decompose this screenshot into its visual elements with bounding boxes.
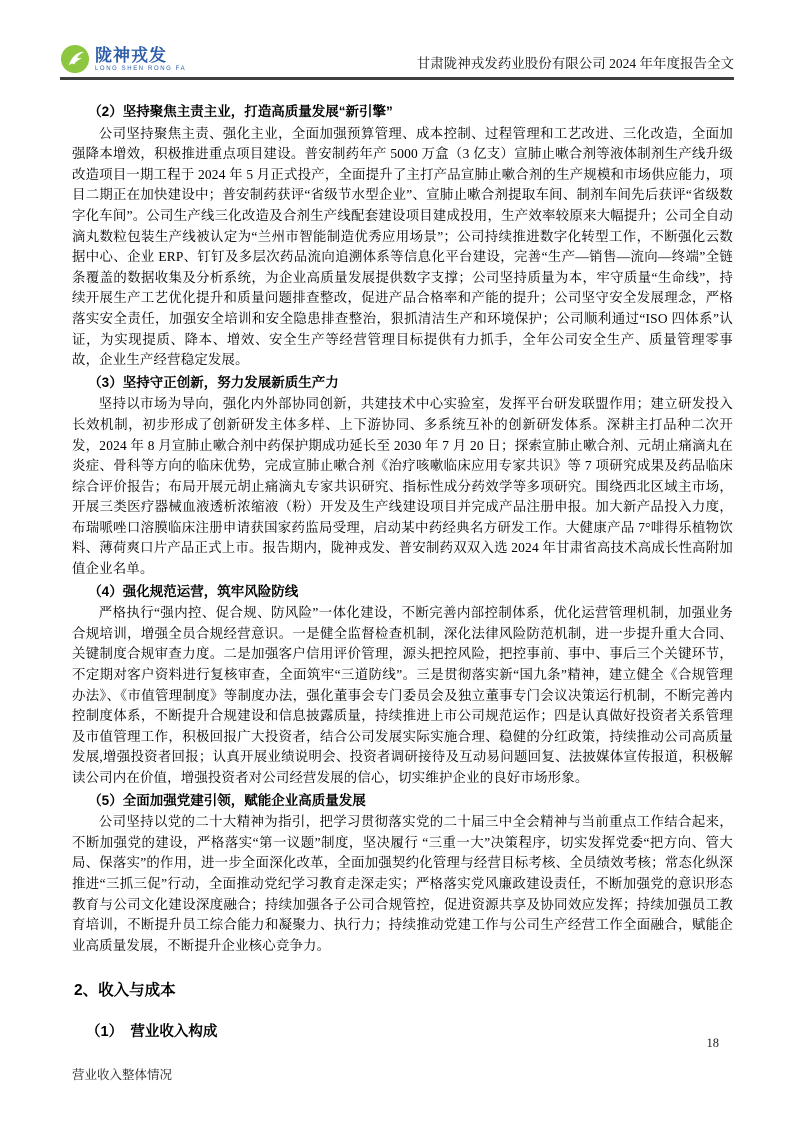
note-revenue-overview: 营业收入整体情况 [72, 1068, 173, 1083]
section-paragraph-2: 公司坚持聚焦主责、强化主业，全面加强预算管理、成本控制、过程管理和工艺改进、三化改造，全面加强降本增效，积极推进重点项目建设。普安制药年产 5000 万盒（3 亿支）宣肺止嗽合剂等液体制剂生产线升级改造项目一期工程于 2024 年 5 月正式投产，全面提升了主打产品宣肺止嗽合剂的生产规模和市场供应能力，项目二期正在加快建设中；普安制药获评“省级节水型企业”、宣肺止嗽合剂提取车间、制剂车间先后获评“省级数字化车间”。公司生产线三化改造及合剂生产线配套建设项目建成投用，生产效率较原来大幅提升；公司全自动滴丸数粒包装生产线被认定为“兰州市智能制造优秀应用场景”；公司持续推进数字化转型工作，不断强化云数据中心、企业 ERP、钉钉及多层次药品流向追溯体系等信息化平台建设，完善“生产—销售—流向—终端”全链条覆盖的数据收集及分析系统，为企业高质量发展提供数字支撑；公司坚持质量为本，牢守质量“生命线”，持续开展生产工艺优化提升和质量问题排查整改，促进产品合格率和产能的提升；公司坚守安全发展理念，严格落实安全责任，加强安全培训和安全隐患排查整治，狠抓清洁生产和环境保护；公司顺利通过“ISO 四体系”认证，为实现提质、降本、增效、安全生产等经营管理目标提供有力抓手，全年公司安全生产、质量管理零事故，企业生产经营稳定发展。 [72, 125, 733, 368]
brand-name-english: LONG SHEN RONG FA [95, 65, 187, 72]
company-logo [60, 44, 186, 74]
brand-text-block [95, 47, 186, 72]
section-paragraph-3: 坚持以市场为导向，强化内外部协同创新，共建技术中心实验室，发挥平台研发联盟作用；建立研发投入长效机制，初步形成了创新研发主体多样、上下游协同、多系统互补的创新研发体系。深耕主打品种二次开发，2024 年 8 月宣肺止嗽合剂中药保护期成功延长至 2030 年 7 月 20 日；探索宣肺止嗽合剂、元胡止痛滴丸在炎症、骨科等方向的临床优势，完成宣肺止嗽合剂《治疗咳嗽临床应用专家共识》等 7 项研究成果及药品临床综合评价报告；布局开展元胡止痛滴丸专家共识研究、指标性成分药效学等多项研究。围绕西北区域主市场，开展三类医疗器械血液透析浓缩液（粉）开发及生产线建设项目并完成产品注册申报。加大新产品投入力度，布瑞哌唑口溶膜临床注册申请获国家药监局受理，启动某中药经典名方研发工作。大健康产品 7°啡得乐植物饮料、薄荷爽口片产品正式上市。报告期内，陇神戎发、普安制药双双入选 2024 年甘肃省高技术高成长性高附加值企业名单。 [72, 396, 733, 577]
section-heading-4: （4）强化规范运营，筑牢风险防线 [88, 583, 299, 599]
section-heading-2: （2）坚持聚焦主责主业，打造高质量发展“新引擎” [88, 104, 393, 119]
sub-heading-revenue-composition: （1） 营业收入构成 [86, 1023, 218, 1040]
logo-bird-icon [60, 44, 90, 74]
section-heading-3: （3）坚持守正创新，努力发展新质生产力 [88, 374, 339, 390]
brand-name: 陇神戎发 [95, 45, 167, 65]
chapter-heading-revenue-cost: 2、收入与成本 [74, 982, 176, 1000]
page-number: 18 [706, 1036, 719, 1050]
report-title: 甘肃陇神戎发药业股份有限公司 2024 年年度报告全文 [416, 55, 734, 71]
section-paragraph-5: 公司坚持以党的二十大精神为指引，把学习贯彻落实党的二十届三中全会精神与当前重点工作结合起来，不断加强党的建设，严格落实“第一议题”制度，坚决履行 “三重一大”决策程序，切实发挥党委“把方向、管大局、保落实”的作用，进一步全面深化改革，全面加强契约化管理与经营目标考核、全员绩效考核；常态化纵深推进“三抓三促”行动，全面推动党纪学习教育走深走实；严格落实党风廉政建设责任，不断加强党的意识形态教育与公司文化建设深度融合；持续加强各子公司合规管控，促进资源共享及协同效应发挥；持续加强员工教育培训，不断提升员工综合能力和凝聚力、执行力；持续推动党建工作与公司生产经营工作全面融合，赋能企业高质量发展，不断提升企业核心竞争力。 [72, 814, 733, 953]
section-paragraph-4: 严格执行“强内控、促合规、防风险”一体化建设，不断完善内部控制体系，优化运营管理机制，加强业务合规培训，增强全员合规经营意识。一是健全监督检查机制，深化法律风险防范机制，进一步提升重大合同、关键制度合规审查力度。二是加强客户信用评价管理，源头把控风险，把控事前、事中、事后三个关键环节，不定期对客户资料进行复核审查，全面筑牢“三道防线”。三是贯彻落实新“国九条”精神，建立健全《合规管理办法》、《市值管理制度》等制度办法，强化董事会专门委员会及独立董事专门会议决策运行机制，不断完善内控制度体系，不断提升合规建设和信息披露质量，持续推进上市公司规范运作；四是认真做好投资者关系管理及市值管理工作，积极回报广大投资者，结合公司发展实际实施合理、稳健的分红政策，持续推动公司高质量发展,增强投资者回报；认真开展业绩说明会、投资者调研接待及互动易问题回复、法披媒体宣传报道，积极解读公司内在价值，增强投资者对公司经营发展的信心，切实维护企业的良好市场形象。 [72, 605, 733, 785]
page-header [60, 44, 734, 80]
document-body [72, 100, 733, 1083]
section-heading-5: （5）全面加强党建引领，赋能企业高质量发展 [88, 792, 366, 808]
